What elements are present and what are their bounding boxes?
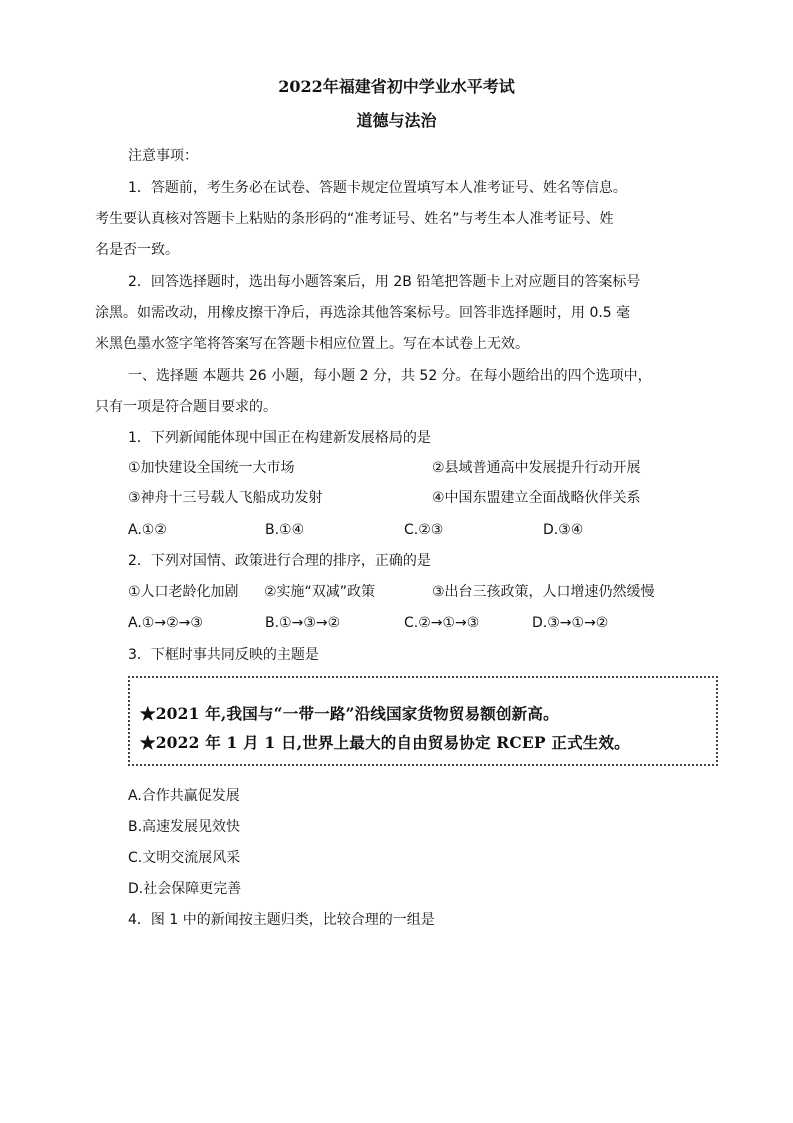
- q3-news-line-1: ★2021 年,我国与“一带一路”沿线国家货物贸易额创新高。: [140, 704, 559, 723]
- subject-title: 道德与法治: [356, 111, 437, 130]
- q2-option-b: B.①→③→②: [265, 615, 341, 631]
- q1-stem: 1．下列新闻能体现中国正在构建新发展格局的是: [128, 430, 431, 446]
- q3-option-c: C.文明交流展风采: [128, 850, 241, 866]
- q2-option-a: A.①→②→③: [128, 615, 203, 631]
- notice-item2-line2: 涂黑。如需改动，用橡皮擦干净后，再选涂其他答案标号。回答非选择题时，用 0.5 毫: [95, 305, 631, 321]
- q2-option-c: C.②→①→③: [404, 615, 480, 631]
- q3-option-a: A.合作共赢促发展: [128, 788, 240, 804]
- q3-stem: 3．下框时事共同反映的主题是: [128, 647, 319, 663]
- q3-news-box: [128, 676, 718, 766]
- notice-item1-line2: 考生要认真核对答题卡上粘贴的条形码的“准考证号、姓名”与考生本人准考证号、姓: [95, 211, 614, 227]
- q2-stem: 2．下列对国情、政策进行合理的排序，正确的是: [128, 553, 431, 569]
- q1-item-3: ③神舟十三号载人飞船成功发射: [128, 490, 323, 506]
- notice-item1-line3: 名是否一致。: [95, 242, 179, 258]
- section1-intro-line1: 一、选择题 本题共 26 小题，每小题 2 分，共 52 分。在每小题给出的四个选项中，: [128, 368, 652, 384]
- notice-heading: 注意事项：: [128, 148, 198, 164]
- section1-intro-line2: 只有一项是符合题目要求的。: [95, 399, 277, 415]
- q1-option-d: D.③④: [543, 522, 584, 538]
- notice-item1-line1: 1．答题前，考生务必在试卷、答题卡规定位置填写本人准考证号、姓名等信息。: [128, 180, 627, 196]
- q1-item-1: ①加快建设全国统一大市场: [128, 460, 295, 476]
- q3-news-line-2: ★2022 年 1 月 1 日,世界上最大的自由贸易协定 RCEP 正式生效。: [140, 733, 630, 752]
- q2-item-1: ①人口老龄化加剧: [128, 584, 239, 600]
- q4-stem: 4．图 1 中的新闻按主题归类，比较合理的一组是: [128, 912, 435, 928]
- q1-option-a: A.①②: [128, 522, 167, 538]
- q2-item-2: ②实施“双减”政策: [264, 584, 376, 600]
- exam-title: 2022年福建省初中学业水平考试: [278, 77, 515, 96]
- q1-option-c: C.②③: [404, 522, 444, 538]
- notice-item2-line1: 2．回答选择题时，选出每小题答案后，用 2B 铅笔把答题卡上对应题目的答案标号: [128, 274, 641, 290]
- q1-option-b: B.①④: [265, 522, 305, 538]
- q3-option-b: B.高速发展见效快: [128, 819, 241, 835]
- q2-option-d: D.③→①→②: [532, 615, 609, 631]
- q1-item-2: ②县域普通高中发展提升行动开展: [432, 460, 641, 476]
- q1-item-4: ④中国东盟建立全面战略伙伴关系: [432, 490, 641, 506]
- notice-item2-line3: 米黑色墨水签字笔将答案写在答题卡相应位置上。写在本试卷上无效。: [95, 336, 529, 352]
- q2-item-3: ③出台三孩政策，人口增速仍然缓慢: [432, 584, 655, 600]
- q3-option-d: D.社会保障更完善: [128, 881, 242, 897]
